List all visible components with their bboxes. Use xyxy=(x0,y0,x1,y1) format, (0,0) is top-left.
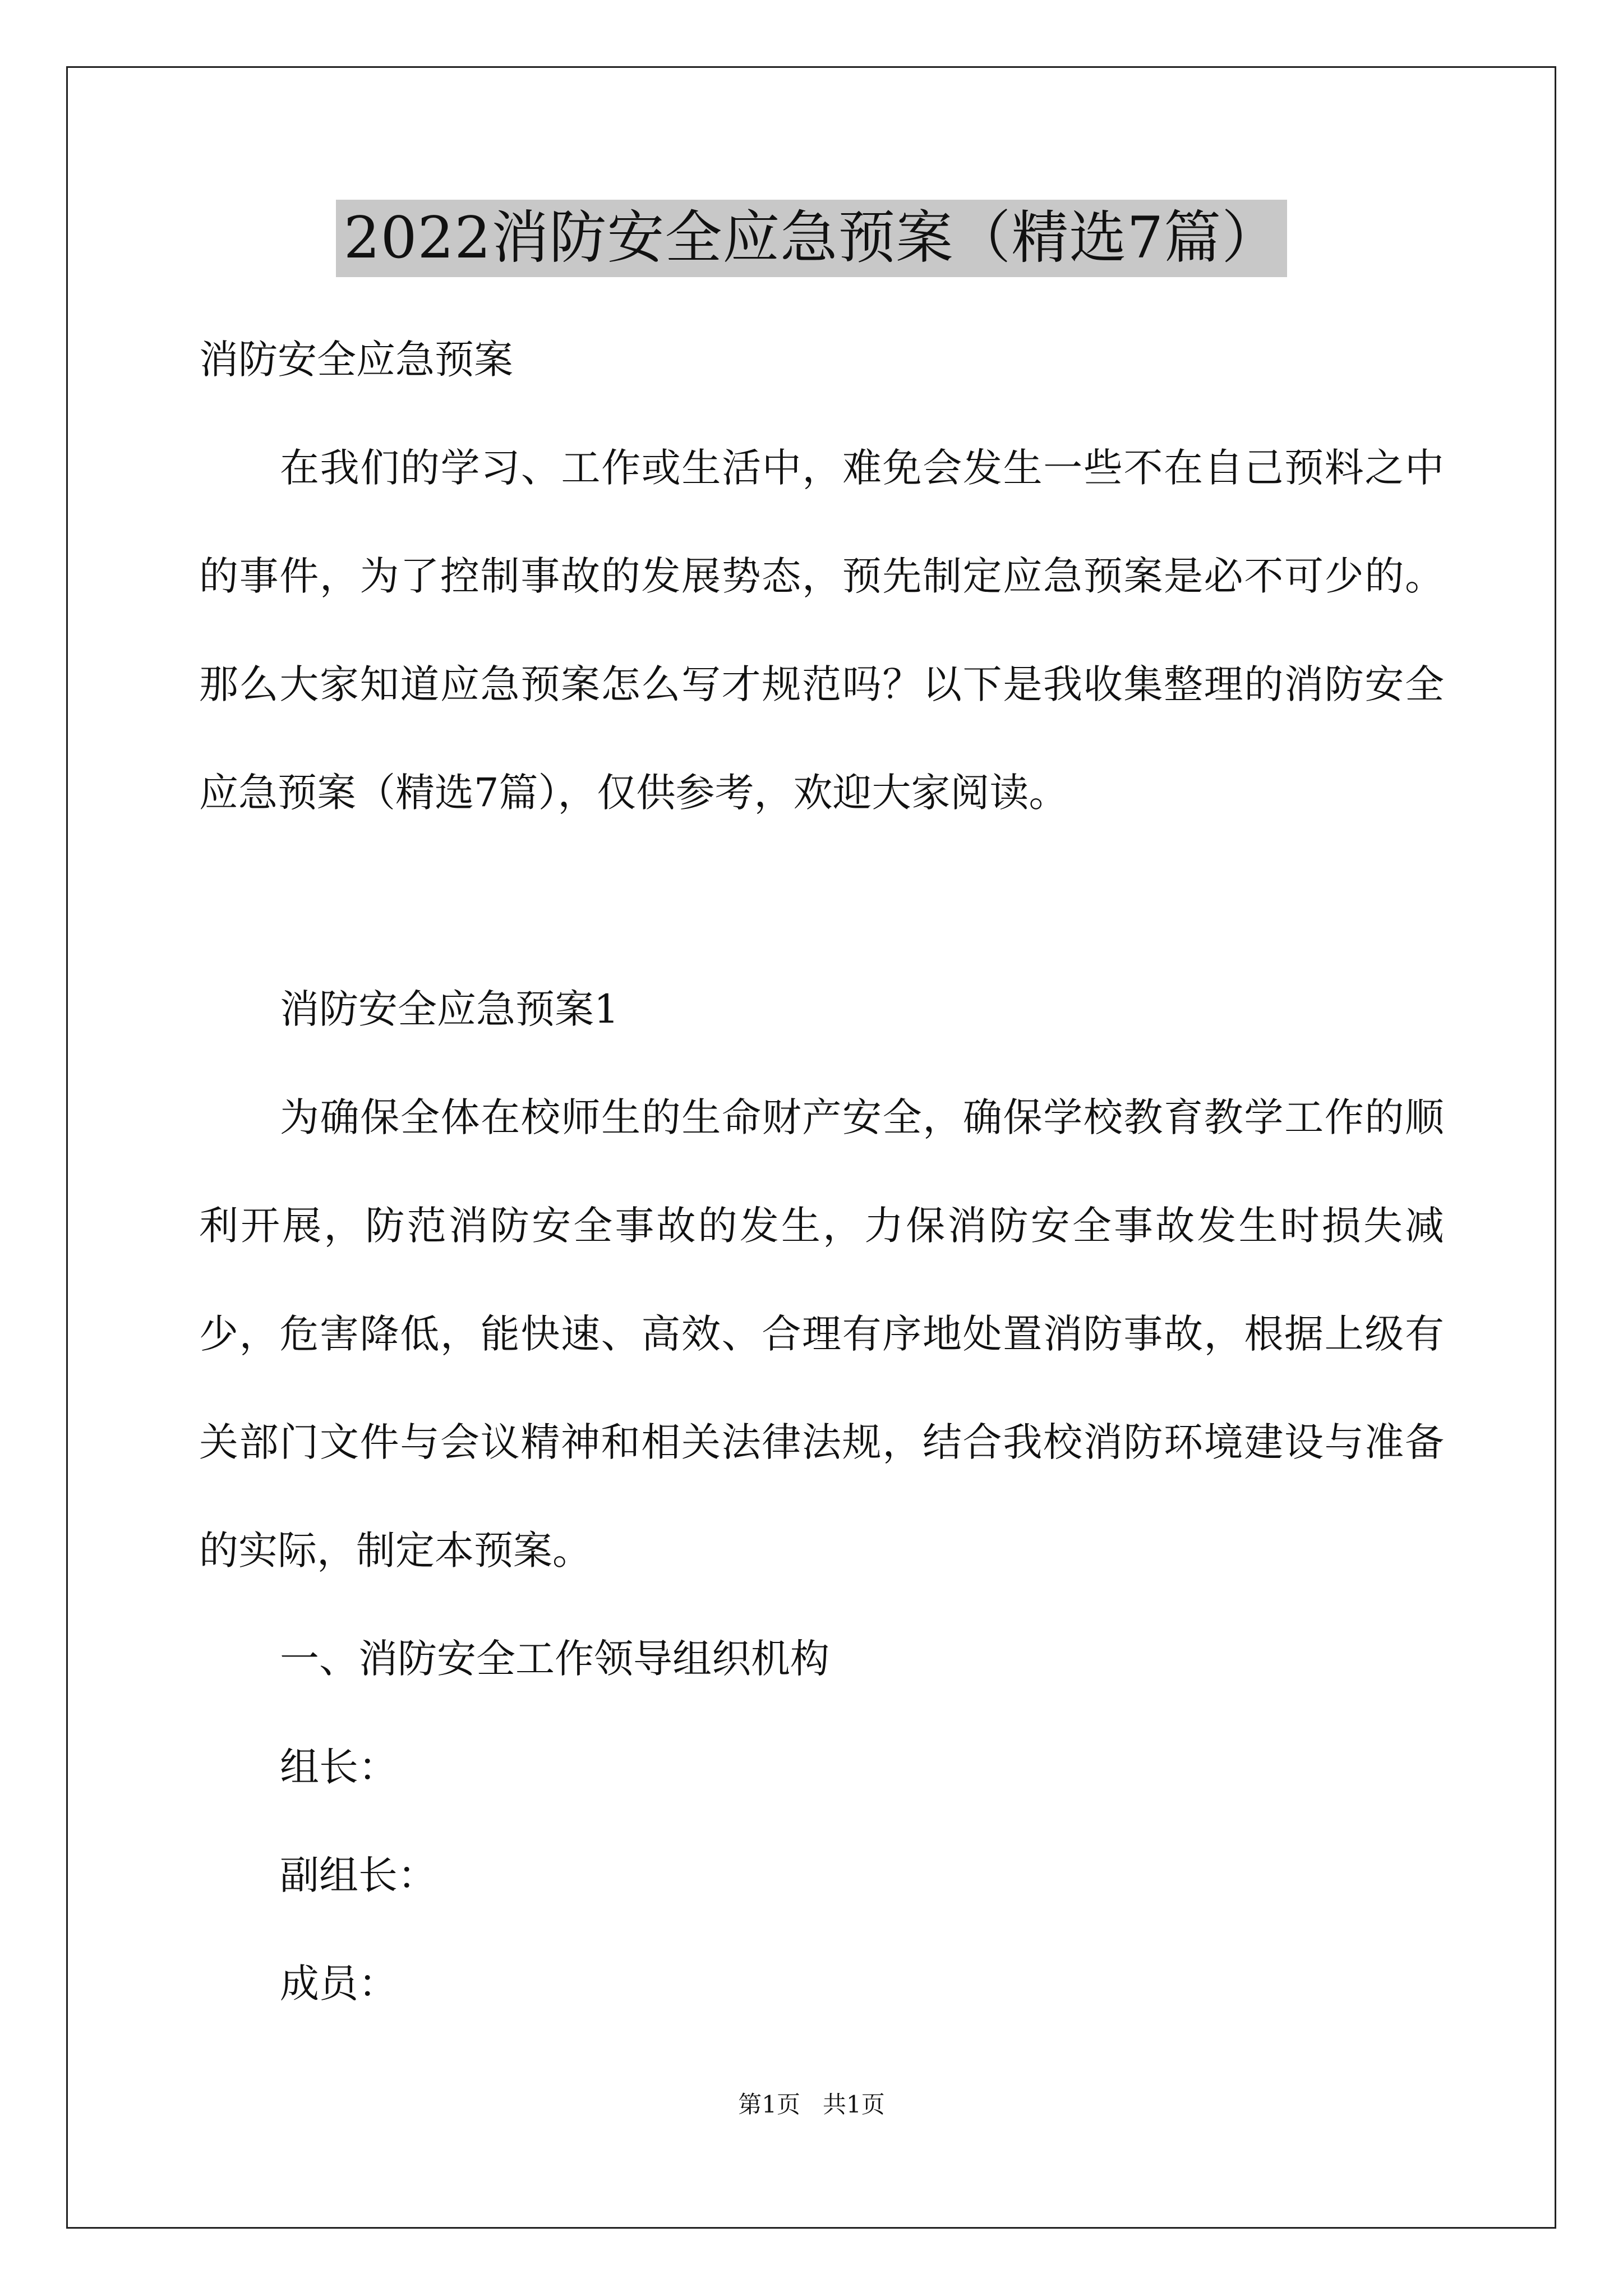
document-title: 2022消防安全应急预案（精选7篇） xyxy=(336,200,1287,277)
role-members: 成员： xyxy=(280,1961,398,2007)
role-leader: 组长： xyxy=(280,1744,398,1790)
section-paragraph: 为确保全体在校师生的生命财产安全，确保学校教育教学工作的顺利开展，防范消防安全事故的发生，力保消防安全事故发生时损失减少，危害降低，能快速、高效、合理有序地处置消防事故，根据上级有关部门文件与会议精神和相关法律法规，结合我校消防环境建设与准备的实际，制定本预案。 xyxy=(199,1094,1444,1573)
document-body xyxy=(199,306,1444,2038)
role-deputy-leader: 副组长： xyxy=(280,1852,437,1898)
intro-paragraph: 在我们的学习、工作或生活中，难免会发生一些不在自己预料之中的事件，为了控制事故的发展势态，预先制定应急预案是必不可少的。那么大家知道应急预案怎么写才规范吗？以下是我收集整理的消防安全应急预案（精选7篇），仅供参考，欢迎大家阅读。 xyxy=(199,445,1444,816)
title-block xyxy=(0,200,1623,277)
document-heading: 消防安全应急预案 xyxy=(199,337,513,383)
paragraph-spacer xyxy=(199,847,1444,955)
page-footer: 第1页 共1页 xyxy=(738,2091,885,2118)
subsection-heading: 一、消防安全工作领导组织机构 xyxy=(280,1636,829,1682)
section-title: 消防安全应急预案1 xyxy=(280,986,619,1032)
